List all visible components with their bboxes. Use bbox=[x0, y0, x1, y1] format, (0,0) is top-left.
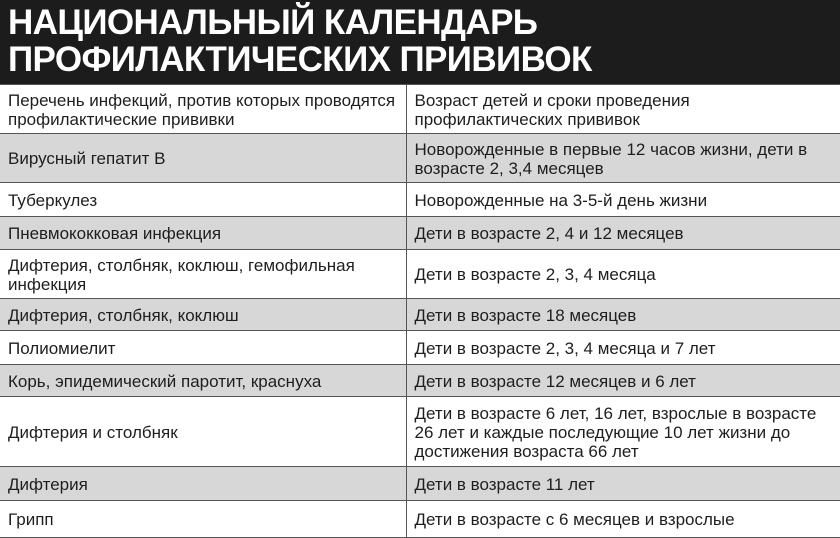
infection-cell: Туберкулез bbox=[0, 183, 406, 217]
table-row bbox=[0, 501, 840, 538]
schedule-cell: Дети в возрасте 2, 4 и 12 месяцев bbox=[406, 217, 840, 250]
table-header-row bbox=[0, 85, 840, 134]
infection-cell: Корь, эпидемический паротит, краснуха bbox=[0, 365, 406, 397]
schedule-cell: Дети в возрасте с 6 месяцев и взрослые bbox=[406, 501, 840, 538]
table-row bbox=[0, 250, 840, 299]
infection-cell: Полиомиелит bbox=[0, 331, 406, 365]
schedule-cell: Дети в возрасте 11 лет bbox=[406, 467, 840, 501]
schedule-cell: Новорожденные в первые 12 часов жизни, дети в возрасте 2, 3,4 месяцев bbox=[406, 134, 840, 183]
infection-cell: Пневмококковая инфекция bbox=[0, 217, 406, 250]
schedule-cell: Дети в возрасте 12 месяцев и 6 лет bbox=[406, 365, 840, 397]
schedule-cell: Дети в возрасте 6 лет, 16 лет, взрослые в возрасте 26 лет и каждые последующие 10 лет жизни до достижения возраста 66 лет bbox=[406, 397, 840, 467]
table-row bbox=[0, 299, 840, 331]
table-row bbox=[0, 217, 840, 250]
table-row bbox=[0, 467, 840, 501]
infection-cell: Дифтерия, столбняк, коклюш, гемофильная инфекция bbox=[0, 250, 406, 299]
column-header-infections: Перечень инфекций, против которых проводятся профилактические прививки bbox=[0, 85, 406, 134]
schedule-cell: Дети в возрасте 2, 3, 4 месяца и 7 лет bbox=[406, 331, 840, 365]
table-row bbox=[0, 397, 840, 467]
infection-cell: Дифтерия, столбняк, коклюш bbox=[0, 299, 406, 331]
title-line-1: НАЦИОНАЛЬНЫЙ КАЛЕНДАРЬ bbox=[8, 3, 538, 42]
infection-cell: Дифтерия bbox=[0, 467, 406, 501]
infection-cell: Вирусный гепатит В bbox=[0, 134, 406, 183]
table-row bbox=[0, 183, 840, 217]
table-row bbox=[0, 134, 840, 183]
vaccination-calendar-table bbox=[0, 84, 840, 538]
page-title bbox=[0, 0, 840, 84]
schedule-cell: Дети в возрасте 18 месяцев bbox=[406, 299, 840, 331]
table-row bbox=[0, 331, 840, 365]
title-line-2: ПРОФИЛАКТИЧЕСКИХ ПРИВИВОК bbox=[8, 40, 592, 79]
table-row bbox=[0, 365, 840, 397]
infection-cell: Грипп bbox=[0, 501, 406, 538]
schedule-cell: Дети в возрасте 2, 3, 4 месяца bbox=[406, 250, 840, 299]
infection-cell: Дифтерия и столбняк bbox=[0, 397, 406, 467]
column-header-schedule: Возраст детей и сроки проведения профилактических прививок bbox=[406, 85, 840, 134]
schedule-cell: Новорожденные на 3-5-й день жизни bbox=[406, 183, 840, 217]
